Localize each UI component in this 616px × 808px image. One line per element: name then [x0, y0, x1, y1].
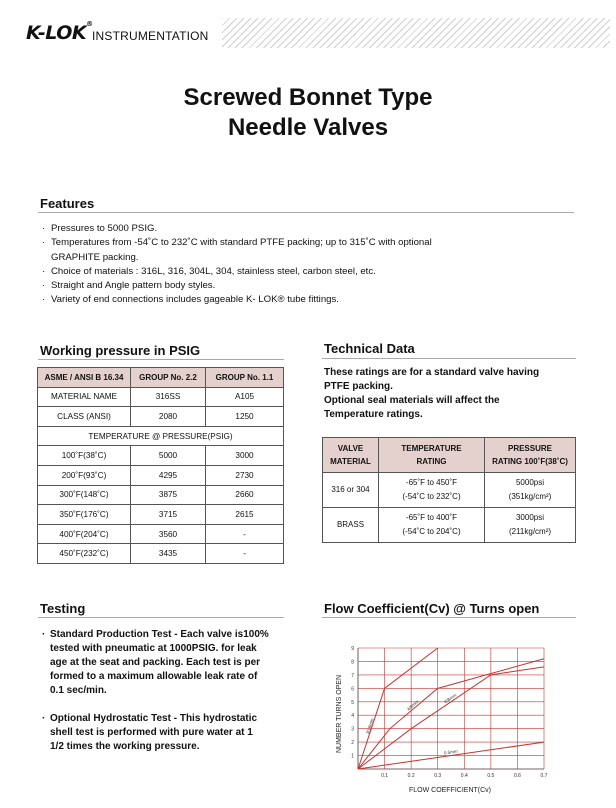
x-tick-label: 0.5 — [487, 773, 495, 779]
flow-chart-heading: Flow Coefficient(Cv) @ Turns open — [324, 601, 540, 616]
technical-data-rule — [322, 358, 576, 359]
registered-mark: ® — [86, 20, 93, 28]
header-hatch-band — [222, 18, 610, 48]
table-cell: 316SS — [131, 387, 206, 407]
x-axis-label: FLOW COEFFICIENT(Cv) — [408, 787, 492, 794]
testing-paragraph: · Optional Hydrostatic Test - This hydrostatic shell test is performed with pure water at 1 1/2 times the working pressure. — [42, 712, 282, 754]
features-list — [42, 222, 512, 308]
table-cell: 4295 — [131, 465, 206, 485]
table-cell: 400˚F(204˚C) — [38, 524, 131, 544]
table-row — [38, 485, 284, 505]
y-tick-label: 2 — [351, 740, 354, 747]
working-pressure-heading: Working pressure in PSIG — [40, 343, 201, 358]
table-row — [38, 524, 284, 544]
table-header-row — [38, 368, 284, 388]
features-rule — [38, 212, 574, 213]
feature-item: · Temperatures from -54˚C to 232˚C with standard PTFE packing; up to 315˚C with optional GRAPHITE packing. — [42, 236, 512, 265]
features-heading: Features — [40, 196, 95, 211]
table-cell: - — [206, 524, 284, 544]
table-row — [38, 446, 284, 466]
testing-text — [42, 628, 282, 768]
table-cell: 3000 — [206, 446, 284, 466]
table-cell: MATERIAL NAME — [38, 387, 131, 407]
flow-coefficient-chart — [322, 636, 562, 806]
series-label: 4/8mm — [405, 699, 420, 712]
testing-paragraph: · Standard Production Test - Each valve is100% tested with pneumatic at 1000PSIG. for leak age at the seat and packing. Each test is per formed to a maximum allowable leak rate of 0.1 sec/min. — [42, 628, 282, 698]
table-cell: 3875 — [131, 485, 206, 505]
feature-item: · Straight and Angle pattern body styles. — [42, 279, 512, 293]
brand-subtitle: INSTRUMENTATION — [92, 29, 209, 43]
feature-item: · Variety of end connections includes gageable K- LOK® tube fittings. — [42, 293, 512, 307]
table-header-row — [323, 438, 576, 473]
table-cell: 300˚F(148˚C) — [38, 485, 131, 505]
table-cell: -65˚F to 450˚F (-54˚C to 232˚C) — [379, 473, 485, 508]
y-tick-label: 9 — [351, 646, 354, 652]
y-tick-label: 4 — [351, 713, 354, 720]
table-row — [38, 387, 284, 407]
column-header: GROUP No. 2.2 — [131, 368, 206, 388]
page-title-line2: Needle Valves — [227, 114, 389, 141]
table-cell: 3560 — [131, 524, 206, 544]
feature-item: · Pressures to 5000 PSIG. — [42, 222, 512, 236]
x-tick-label: 0.1 — [381, 773, 389, 779]
table-row — [38, 426, 284, 446]
x-tick-label: 0.6 — [513, 773, 521, 779]
table-cell: A105 — [206, 387, 284, 407]
table-row — [38, 407, 284, 427]
testing-rule — [38, 617, 284, 618]
x-tick-label: 0.7 — [540, 773, 548, 779]
working-pressure-rule — [38, 359, 284, 360]
flow-chart-rule — [322, 617, 576, 618]
table-cell: 1250 — [206, 407, 284, 427]
column-header: VALVE MATERIAL — [323, 438, 379, 473]
table-row — [38, 544, 284, 564]
table-cell: 3715 — [131, 505, 206, 525]
table-row — [323, 508, 576, 543]
column-header: GROUP No. 1.1 — [206, 368, 284, 388]
series-label: 4/8mm — [443, 692, 458, 705]
table-row — [38, 505, 284, 525]
table-cell: 2615 — [206, 505, 284, 525]
table-cell: 350˚F(176˚C) — [38, 505, 131, 525]
series-label: 0.5mm — [443, 748, 458, 756]
table-row — [38, 465, 284, 485]
working-pressure-table — [37, 367, 284, 564]
brand-logo: K-LOK® — [26, 20, 93, 44]
table-cell: 3435 — [131, 544, 206, 564]
y-tick-label: 5 — [351, 699, 354, 706]
table-cell: 200˚F(93˚C) — [38, 465, 131, 485]
column-header: TEMPERATURE RATING — [379, 438, 485, 473]
series-label: 3/16mm — [364, 717, 375, 735]
table-cell: 5000 — [131, 446, 206, 466]
temperature-subheader: TEMPERATURE @ PRESSURE(PSIG) — [38, 426, 284, 446]
table-cell: 5000psi (351kg/cm²) — [485, 473, 576, 508]
table-cell: 3000psi (211kg/cm²) — [485, 508, 576, 543]
y-tick-label: 6 — [351, 686, 354, 693]
y-axis-label: NUMBER TURNS OPEN — [336, 674, 343, 754]
table-cell: CLASS (ANSI) — [38, 407, 131, 427]
column-header: ASME / ANSI B 16.34 — [38, 368, 131, 388]
table-cell: 100˚F(38˚C) — [38, 446, 131, 466]
table-cell: 2080 — [131, 407, 206, 427]
table-cell: 2730 — [206, 465, 284, 485]
table-row — [323, 473, 576, 508]
page-title-line1: Screwed Bonnet Type — [183, 84, 433, 111]
y-tick-label: 1 — [351, 753, 354, 760]
table-cell: - — [206, 544, 284, 564]
y-tick-label: 3 — [351, 726, 354, 733]
technical-data-table — [322, 437, 576, 543]
x-tick-label: 0.3 — [434, 773, 442, 779]
table-cell: -65˚F to 400˚F (-54˚C to 204˚C) — [379, 508, 485, 543]
table-cell: 316 or 304 — [323, 473, 379, 508]
y-tick-label: 8 — [351, 659, 354, 666]
technical-data-heading: Technical Data — [324, 341, 415, 356]
column-header: PRESSURE RATING 100˚F(38˚C) — [485, 438, 576, 473]
y-tick-label: 7 — [351, 672, 354, 679]
testing-heading: Testing — [40, 601, 86, 616]
series-line — [358, 648, 438, 769]
feature-item: · Choice of materials : 316L, 316, 304L, 304, stainless steel, carbon steel, etc. — [42, 265, 512, 279]
x-tick-label: 0.2 — [407, 773, 415, 779]
x-tick-label: 0.4 — [460, 773, 468, 779]
table-cell: 2660 — [206, 485, 284, 505]
table-cell: 450˚F(232˚C) — [38, 544, 131, 564]
technical-data-note: These ratings are for a standard valve having PTFE packing. Optional seal materials will affect the Temperature ratings. — [324, 367, 540, 420]
table-cell: BRASS — [323, 508, 379, 543]
